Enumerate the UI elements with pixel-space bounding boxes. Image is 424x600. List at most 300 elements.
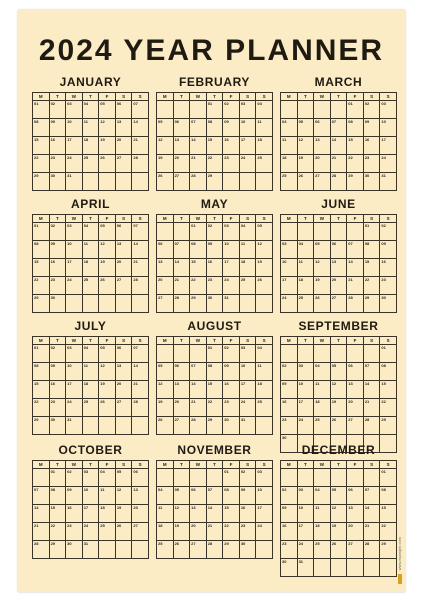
empty-day-cell — [115, 417, 132, 435]
month-august — [156, 320, 273, 435]
day-cell: 29 — [190, 295, 207, 313]
day-cell: 12 — [99, 241, 116, 259]
empty-day-cell — [99, 541, 116, 559]
day-cell: 29 — [206, 417, 223, 435]
day-cell: 29 — [347, 173, 364, 191]
day-cell: 24 — [239, 399, 256, 417]
day-cell: 03 — [239, 101, 256, 119]
day-cell: 08 — [33, 119, 50, 137]
month-grid — [280, 460, 397, 577]
day-cell: 25 — [82, 155, 99, 173]
day-cell: 21 — [363, 523, 380, 541]
month-grid — [32, 92, 149, 191]
week-row — [33, 241, 149, 259]
day-cell: 19 — [173, 523, 190, 541]
weekday-header: T — [206, 337, 223, 345]
week-row — [281, 523, 397, 541]
day-cell: 23 — [281, 417, 298, 435]
day-cell: 14 — [206, 505, 223, 523]
weekday-header-row — [33, 337, 149, 345]
day-cell: 01 — [380, 345, 397, 363]
day-cell: 18 — [99, 505, 116, 523]
day-cell: 11 — [157, 505, 174, 523]
day-cell: 05 — [256, 223, 273, 241]
week-row — [33, 119, 149, 137]
week-row — [33, 523, 149, 541]
day-cell: 20 — [173, 399, 190, 417]
day-cell: 12 — [99, 119, 116, 137]
empty-day-cell — [190, 345, 207, 363]
day-cell: 01 — [33, 101, 50, 119]
day-cell: 14 — [33, 505, 50, 523]
day-cell: 28 — [132, 277, 149, 295]
day-cell: 28 — [363, 417, 380, 435]
week-row — [33, 541, 149, 559]
day-cell: 14 — [132, 241, 149, 259]
weekday-header: S — [115, 215, 132, 223]
weekday-header: T — [173, 215, 190, 223]
day-cell: 02 — [49, 101, 66, 119]
day-cell: 23 — [49, 277, 66, 295]
month-january — [32, 76, 149, 191]
weekday-header-row — [33, 461, 149, 469]
day-cell: 20 — [173, 155, 190, 173]
day-cell: 25 — [281, 173, 298, 191]
day-cell: 02 — [223, 101, 240, 119]
day-cell: 02 — [206, 223, 223, 241]
day-cell: 05 — [330, 487, 347, 505]
day-cell: 22 — [347, 155, 364, 173]
day-cell: 14 — [363, 505, 380, 523]
weekday-header: T — [49, 461, 66, 469]
empty-day-cell — [132, 541, 149, 559]
week-row — [281, 223, 397, 241]
empty-day-cell — [363, 469, 380, 487]
week-row — [281, 541, 397, 559]
day-cell: 01 — [223, 469, 240, 487]
week-row — [33, 363, 149, 381]
weekday-header: S — [115, 461, 132, 469]
day-cell: 06 — [347, 487, 364, 505]
day-cell: 05 — [330, 363, 347, 381]
day-cell: 12 — [330, 381, 347, 399]
weekday-header: T — [206, 215, 223, 223]
weekday-header: W — [190, 461, 207, 469]
day-cell: 15 — [33, 259, 50, 277]
day-cell: 16 — [206, 259, 223, 277]
day-cell: 21 — [132, 259, 149, 277]
day-cell: 15 — [33, 381, 50, 399]
day-cell: 13 — [190, 505, 207, 523]
day-cell: 25 — [314, 417, 331, 435]
day-cell: 11 — [99, 487, 116, 505]
week-row — [281, 345, 397, 363]
month-name: AUGUST — [187, 319, 242, 333]
week-row — [33, 399, 149, 417]
day-cell: 21 — [363, 399, 380, 417]
month-grid — [156, 460, 273, 559]
day-cell: 26 — [297, 173, 314, 191]
day-cell: 23 — [363, 155, 380, 173]
month-name: MAY — [200, 197, 229, 211]
day-cell: 14 — [190, 137, 207, 155]
day-cell: 31 — [380, 173, 397, 191]
day-cell: 20 — [330, 277, 347, 295]
day-cell: 01 — [190, 223, 207, 241]
day-cell: 03 — [239, 345, 256, 363]
empty-day-cell — [347, 559, 364, 577]
day-cell: 04 — [314, 363, 331, 381]
empty-day-cell — [347, 469, 364, 487]
month-september — [280, 320, 397, 453]
weekday-header: W — [314, 461, 331, 469]
day-cell: 05 — [157, 363, 174, 381]
day-cell: 19 — [99, 137, 116, 155]
weekday-header: M — [33, 461, 50, 469]
weekday-header: T — [297, 93, 314, 101]
weekday-header: S — [239, 215, 256, 223]
empty-day-cell — [33, 469, 50, 487]
day-cell: 08 — [380, 487, 397, 505]
empty-day-cell — [297, 223, 314, 241]
day-cell: 06 — [330, 241, 347, 259]
day-cell: 24 — [66, 277, 83, 295]
day-cell: 22 — [190, 277, 207, 295]
day-cell: 07 — [206, 487, 223, 505]
weekday-header: S — [380, 93, 397, 101]
credit-text: www.example.com — [397, 536, 402, 570]
day-cell: 04 — [256, 101, 273, 119]
day-cell: 02 — [49, 223, 66, 241]
empty-day-cell — [173, 469, 190, 487]
weekday-header: T — [173, 93, 190, 101]
day-cell: 06 — [132, 469, 149, 487]
day-cell: 22 — [380, 523, 397, 541]
weekday-header: S — [363, 93, 380, 101]
day-cell: 26 — [157, 173, 174, 191]
day-cell: 27 — [132, 523, 149, 541]
day-cell: 16 — [66, 505, 83, 523]
month-grid — [280, 336, 397, 453]
day-cell: 26 — [157, 417, 174, 435]
weekday-header: W — [314, 215, 331, 223]
day-cell: 13 — [115, 363, 132, 381]
empty-day-cell — [223, 173, 240, 191]
day-cell: 11 — [82, 241, 99, 259]
empty-day-cell — [115, 173, 132, 191]
weekday-header: S — [380, 215, 397, 223]
day-cell: 31 — [66, 173, 83, 191]
day-cell: 30 — [223, 417, 240, 435]
day-cell: 01 — [49, 469, 66, 487]
weekday-header: W — [66, 461, 83, 469]
day-cell: 17 — [239, 381, 256, 399]
day-cell: 18 — [297, 277, 314, 295]
day-cell: 22 — [49, 523, 66, 541]
empty-day-cell — [330, 101, 347, 119]
month-april — [32, 198, 149, 313]
day-cell: 05 — [99, 345, 116, 363]
day-cell: 15 — [223, 505, 240, 523]
empty-day-cell — [157, 101, 174, 119]
day-cell: 18 — [314, 523, 331, 541]
day-cell: 11 — [314, 381, 331, 399]
month-grid — [280, 214, 397, 313]
day-cell: 24 — [239, 155, 256, 173]
week-row — [33, 417, 149, 435]
month-july — [32, 320, 149, 435]
day-cell: 28 — [132, 399, 149, 417]
empty-day-cell — [256, 173, 273, 191]
day-cell: 10 — [297, 381, 314, 399]
day-cell: 30 — [363, 173, 380, 191]
weekday-header: S — [115, 93, 132, 101]
day-cell: 23 — [223, 399, 240, 417]
empty-day-cell — [314, 345, 331, 363]
day-cell: 16 — [281, 523, 298, 541]
day-cell: 07 — [190, 119, 207, 137]
weekday-header: F — [347, 215, 364, 223]
day-cell: 25 — [256, 155, 273, 173]
day-cell: 27 — [173, 173, 190, 191]
day-cell: 15 — [49, 505, 66, 523]
weekday-header: S — [239, 93, 256, 101]
week-row — [157, 363, 273, 381]
weekday-header: S — [256, 215, 273, 223]
week-row — [157, 101, 273, 119]
day-cell: 01 — [33, 345, 50, 363]
weekday-header: W — [190, 215, 207, 223]
week-row — [33, 223, 149, 241]
weekday-header-row — [157, 215, 273, 223]
day-cell: 24 — [380, 155, 397, 173]
month-grid — [32, 336, 149, 435]
day-cell: 13 — [173, 137, 190, 155]
week-row — [33, 137, 149, 155]
day-cell: 20 — [115, 381, 132, 399]
day-cell: 14 — [347, 259, 364, 277]
day-cell: 17 — [66, 381, 83, 399]
week-row — [33, 173, 149, 191]
week-row — [33, 381, 149, 399]
day-cell: 22 — [363, 277, 380, 295]
day-cell: 16 — [223, 137, 240, 155]
day-cell: 16 — [281, 399, 298, 417]
empty-day-cell — [347, 223, 364, 241]
empty-day-cell — [157, 345, 174, 363]
day-cell: 25 — [256, 399, 273, 417]
day-cell: 03 — [82, 469, 99, 487]
day-cell: 04 — [239, 223, 256, 241]
day-cell: 23 — [380, 277, 397, 295]
day-cell: 20 — [132, 505, 149, 523]
empty-day-cell — [297, 345, 314, 363]
weekday-header: T — [82, 215, 99, 223]
day-cell: 06 — [115, 101, 132, 119]
week-row — [157, 469, 273, 487]
weekday-header-row — [281, 93, 397, 101]
weekday-header-row — [157, 461, 273, 469]
weekday-header: F — [99, 461, 116, 469]
empty-day-cell — [330, 223, 347, 241]
weekday-header: M — [157, 93, 174, 101]
day-cell: 25 — [99, 523, 116, 541]
day-cell: 21 — [132, 381, 149, 399]
day-cell: 10 — [82, 487, 99, 505]
day-cell: 09 — [206, 241, 223, 259]
day-cell: 04 — [99, 469, 116, 487]
day-cell: 09 — [239, 487, 256, 505]
day-cell: 19 — [330, 523, 347, 541]
week-row — [157, 155, 273, 173]
weekday-header: W — [314, 337, 331, 345]
day-cell: 19 — [330, 399, 347, 417]
month-november — [156, 444, 273, 559]
empty-day-cell — [330, 469, 347, 487]
weekday-header: F — [223, 215, 240, 223]
day-cell: 14 — [363, 381, 380, 399]
day-cell: 19 — [99, 381, 116, 399]
week-row — [281, 363, 397, 381]
day-cell: 01 — [347, 101, 364, 119]
weekday-header: S — [132, 461, 149, 469]
weekday-header: F — [99, 93, 116, 101]
day-cell: 30 — [49, 295, 66, 313]
day-cell: 07 — [173, 241, 190, 259]
day-cell: 20 — [347, 399, 364, 417]
day-cell: 09 — [66, 487, 83, 505]
day-cell: 20 — [190, 523, 207, 541]
day-cell: 07 — [363, 487, 380, 505]
day-cell: 21 — [347, 277, 364, 295]
weekday-header: M — [33, 215, 50, 223]
empty-day-cell — [363, 559, 380, 577]
empty-day-cell — [297, 101, 314, 119]
weekday-header: M — [157, 215, 174, 223]
day-cell: 28 — [206, 541, 223, 559]
empty-day-cell — [206, 469, 223, 487]
day-cell: 15 — [206, 381, 223, 399]
day-cell: 05 — [99, 101, 116, 119]
day-cell: 17 — [380, 137, 397, 155]
day-cell: 27 — [347, 417, 364, 435]
day-cell: 04 — [314, 487, 331, 505]
weekday-header: F — [347, 93, 364, 101]
day-cell: 29 — [380, 417, 397, 435]
weekday-header: S — [363, 215, 380, 223]
day-cell: 22 — [33, 155, 50, 173]
week-row — [281, 417, 397, 435]
day-cell: 09 — [223, 119, 240, 137]
day-cell: 30 — [281, 559, 298, 577]
day-cell: 05 — [157, 119, 174, 137]
empty-day-cell — [256, 541, 273, 559]
day-cell: 18 — [82, 137, 99, 155]
day-cell: 18 — [157, 523, 174, 541]
weekday-header: T — [330, 461, 347, 469]
weekday-header: S — [256, 337, 273, 345]
day-cell: 19 — [157, 155, 174, 173]
weekday-header: T — [82, 337, 99, 345]
day-cell: 13 — [347, 505, 364, 523]
day-cell: 23 — [223, 155, 240, 173]
weekday-header-row — [281, 337, 397, 345]
day-cell: 13 — [132, 487, 149, 505]
day-cell: 05 — [314, 241, 331, 259]
day-cell: 11 — [314, 505, 331, 523]
weekday-header: S — [380, 337, 397, 345]
day-cell: 03 — [297, 487, 314, 505]
day-cell: 10 — [66, 241, 83, 259]
day-cell: 31 — [66, 417, 83, 435]
day-cell: 25 — [239, 277, 256, 295]
month-grid — [156, 336, 273, 435]
day-cell: 23 — [49, 155, 66, 173]
weekday-header: M — [281, 337, 298, 345]
day-cell: 07 — [132, 345, 149, 363]
day-cell: 23 — [206, 277, 223, 295]
day-cell: 01 — [206, 101, 223, 119]
day-cell: 01 — [206, 345, 223, 363]
week-row — [281, 119, 397, 137]
month-name: DECEMBER — [301, 443, 376, 457]
month-march — [280, 76, 397, 191]
day-cell: 08 — [363, 241, 380, 259]
day-cell: 27 — [115, 155, 132, 173]
month-name: APRIL — [71, 197, 110, 211]
day-cell: 03 — [223, 223, 240, 241]
month-grid — [32, 214, 149, 313]
day-cell: 18 — [256, 381, 273, 399]
brand-mark — [398, 574, 402, 584]
day-cell: 24 — [256, 523, 273, 541]
week-row — [157, 223, 273, 241]
day-cell: 22 — [33, 399, 50, 417]
day-cell: 02 — [281, 487, 298, 505]
day-cell: 15 — [206, 137, 223, 155]
day-cell: 19 — [256, 259, 273, 277]
weekday-header: S — [239, 461, 256, 469]
day-cell: 30 — [380, 295, 397, 313]
day-cell: 25 — [82, 399, 99, 417]
day-cell: 28 — [190, 417, 207, 435]
day-cell: 20 — [314, 155, 331, 173]
day-cell: 10 — [239, 119, 256, 137]
empty-day-cell — [132, 417, 149, 435]
day-cell: 30 — [49, 173, 66, 191]
day-cell: 10 — [256, 487, 273, 505]
month-name: JUNE — [321, 197, 356, 211]
day-cell: 24 — [82, 523, 99, 541]
day-cell: 09 — [49, 119, 66, 137]
day-cell: 25 — [82, 277, 99, 295]
day-cell: 27 — [115, 399, 132, 417]
week-row — [157, 345, 273, 363]
day-cell: 28 — [33, 541, 50, 559]
day-cell: 05 — [173, 487, 190, 505]
day-cell: 02 — [49, 345, 66, 363]
day-cell: 22 — [380, 399, 397, 417]
day-cell: 04 — [256, 345, 273, 363]
day-cell: 14 — [132, 363, 149, 381]
day-cell: 04 — [297, 241, 314, 259]
empty-day-cell — [314, 469, 331, 487]
day-cell: 04 — [82, 101, 99, 119]
day-cell: 12 — [157, 137, 174, 155]
week-row — [281, 399, 397, 417]
day-cell: 07 — [347, 241, 364, 259]
day-cell: 28 — [173, 295, 190, 313]
